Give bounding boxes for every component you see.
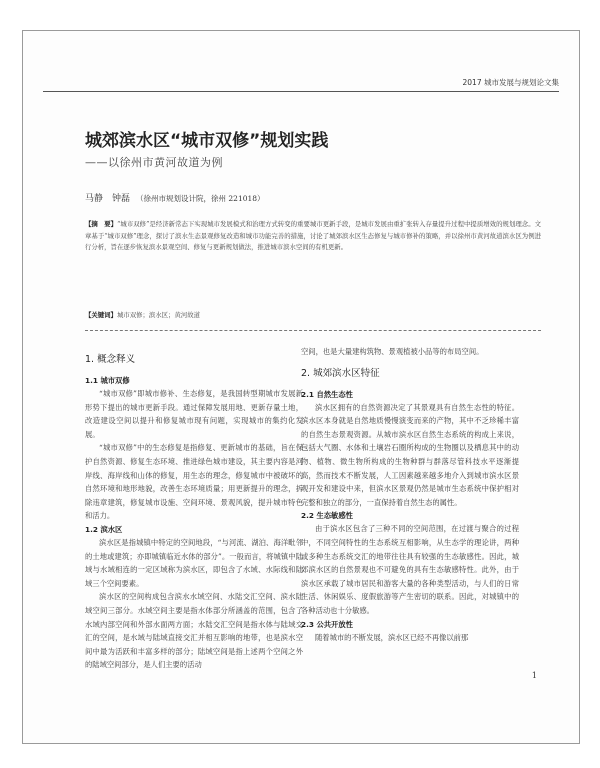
paragraph: 由于滨水区包含了三种不同的空间范围，在过渡与聚合的过程中，不同空间特性的生态系统互相影响，从生态学的理论讲，两种或多种生态系统交汇的地带往往具有较强的生态敏感性。因此，城郊滨水区的自然景观也不可避免的具有生态敏感特性。此外，由于滨水区承载了城市居民和游客大量的各种类型活动，与人们的日常生活、休闲娱乐、度假旅游等产生密切的联系。因此，对城镇中的各种活动也十分敏感。: [301, 524, 519, 615]
paragraph: 滨水区拥有的自然资源决定了其景观具有自然生态性的特征。滨水区本身就是自然地质慢慢演变而来的产物，其中不乏珍稀丰富的自然生态景观资源。从城市滨水区自然生态系统的构成上来说，包括大气圈、水体和土壤岩石圈所构成的生物圈以及栖息其中的动物、植物、微生物所构成的生物种群与群落尽管科技水平逐渐提高，然而技术不断发展，人工因素越来越多地介入到城市滨水区景观开发和建设中来，但滨水区景观仍然是城市生态系统中保护相对完整和独立的部分，一直保持着自然生态的属性。: [301, 402, 519, 507]
page-number: 1: [531, 671, 537, 680]
paper-subtitle: ——以徐州市黄河故道为例: [85, 156, 223, 169]
keywords-text: 城市双修；滨水区；黄河故道: [116, 311, 201, 319]
paragraph: 随着城市的不断发展，滨水区已经不再像以前那: [315, 632, 469, 642]
subsection-1-2-title: 1.2 滨水区: [85, 524, 123, 534]
subsection-2-1-title: 2.1 自然生态性: [301, 389, 353, 399]
subsection-2-2-title: 2.2 生态敏感性: [301, 511, 353, 521]
paragraph: 滨水区的空间构成包含滨水水域空间、水陆交汇空间、滨水陆域空间三部分。水域空间主要是指水体部分所涵盖的范围，包含了水域内部空间和外部水面两方面；水陆交汇空间是指水体与陆域交汇的空间，是水域与陆域直接交汇并相互影响的地带，也是滨水空间中最为活跃和丰富多样的部分；陆域空间是指上述两个空间之外的陆域空间部分，是人们主要的活动: [85, 592, 303, 670]
paragraph: 空间，也是大量建构筑物、景观植被小品等的布局空间。: [301, 347, 484, 356]
right-column: [301, 345, 519, 644]
paragraph: 滨水区是指城镇中特定的空间地段，“与河流、湖泊、海洋毗邻的土地或建筑；亦即城镇临近水体的部分”。一般而言，将城镇中陆域与水域相连的一定区域称为滨水区，即包含了水域、水际线和陆域三个空间要素。: [85, 537, 303, 588]
section-1-title: 1. 概念释义: [85, 354, 136, 365]
abstract-text: “城市双修”是经济新常态下实现城市发展模式和治理方式转变的重要城市更新手段，是城市发展由重扩张转入存量提升过程中提质增效的规划理念。文章基于“城市双修”理念，探讨了滨水生态景观修复改造和城市功能完善的措施，讨论了城郊滨水区生态修复与城市修补的策略，并以徐州市黄河故道滨水区为例进行分析，旨在逐步恢复滨水景观空间、修复与更新规划做法，推进城市滨水空间的有机更新。: [85, 220, 542, 251]
paragraph: “城市双修”即城市修补、生态修复，是我国转型期城市发展新形势下提出的城市更新手段。通过保障发展用地、更新存量土地，改造建设空间以提升和修复城市现有问题，实现城市的集约化发展。: [85, 389, 303, 439]
paper-title: 城郊滨水区“城市双修”规划实践: [85, 131, 329, 151]
divider: [85, 330, 541, 331]
section-2-title: 2. 城郊滨水区特征: [301, 367, 380, 379]
author-line: [85, 191, 265, 204]
subsection-2-3-title: 2.3 公共开放性: [301, 619, 353, 629]
abstract-label: 【摘 要】: [85, 220, 118, 228]
journal-header: 2017 城市发展与规划论文集: [43, 77, 559, 92]
paragraph: “城市双修”中的生态修复是指修复、更新城市的基础，旨在保护自然资源、修复生态环境、推进绿色城市建设，其主要内容是河岸线、海岸线和山体的修复，用生态的理念，修复城市中被破坏的自然环境和地形地貌，改善生态环境质量；用更新提升的理念，拆除违章建筑，修复城市设施、空间环境、景观风貌，提升城市特色和活力。: [85, 443, 303, 521]
subsection-1-1-title: 1.1 城市双修: [85, 376, 130, 385]
left-column: [85, 345, 303, 672]
author-names: 马静 钟磊: [85, 194, 131, 204]
author-affiliation: （徐州市规划设计院，徐州 221018）: [136, 194, 265, 203]
keywords-label: 【关键词】: [85, 311, 117, 319]
keywords: [85, 310, 541, 321]
paper-page: [22, 30, 580, 744]
abstract: [85, 219, 541, 254]
